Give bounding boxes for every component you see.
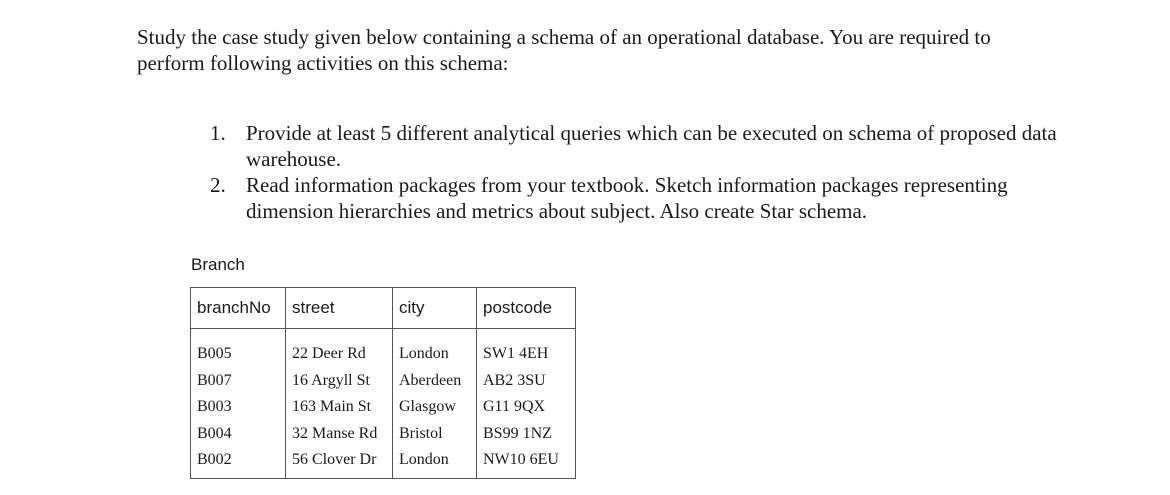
cell-street: 16 Argyll St	[286, 368, 393, 395]
table-title: Branch	[191, 255, 245, 274]
table-row	[191, 421, 576, 448]
cell-branchno: B005	[191, 341, 286, 368]
cell-city: Aberdeen	[393, 368, 477, 395]
task-list	[200, 120, 1060, 224]
cell-city: London	[393, 341, 477, 368]
cell-branchno: B003	[191, 394, 286, 421]
cell-branchno: B004	[191, 421, 286, 448]
cell-branchno: B007	[191, 368, 286, 395]
cell-street: 56 Clover Dr	[286, 447, 393, 478]
cell-street: 22 Deer Rd	[286, 341, 393, 368]
cell-postcode: G11 9QX	[477, 394, 576, 421]
intro-paragraph: Study the case study given below containing a schema of an operational database. You are required to perform following activities on this schema:	[137, 25, 991, 75]
cell-street: 32 Manse Rd	[286, 421, 393, 448]
cell-city: Glasgow	[393, 394, 477, 421]
column-header-city: city	[393, 288, 477, 329]
table-row	[191, 394, 576, 421]
table-row	[191, 341, 576, 368]
column-header-street: street	[286, 288, 393, 329]
branch-table	[190, 287, 576, 479]
cell-postcode: SW1 4EH	[477, 341, 576, 368]
column-header-postcode: postcode	[477, 288, 576, 329]
table-header-row	[191, 288, 576, 329]
task-number: 1.	[210, 121, 226, 145]
table-row	[191, 368, 576, 395]
task-number: 2.	[210, 173, 226, 197]
task-text: Read information packages from your textbook. Sketch information packages representing dimension hierarchies and metrics about subject. Also create Star schema.	[246, 173, 1008, 223]
task-item	[200, 120, 1060, 172]
table-row	[191, 447, 576, 478]
task-item	[200, 172, 1060, 224]
column-header-branchno: branchNo	[191, 288, 286, 329]
task-text: Provide at least 5 different analytical queries which can be executed on schema of proposed data warehouse.	[246, 121, 1057, 171]
cell-postcode: NW10 6EU	[477, 447, 576, 478]
cell-street: 163 Main St	[286, 394, 393, 421]
cell-city: Bristol	[393, 421, 477, 448]
cell-postcode: BS99 1NZ	[477, 421, 576, 448]
cell-city: London	[393, 447, 477, 478]
cell-postcode: AB2 3SU	[477, 368, 576, 395]
cell-branchno: B002	[191, 447, 286, 478]
